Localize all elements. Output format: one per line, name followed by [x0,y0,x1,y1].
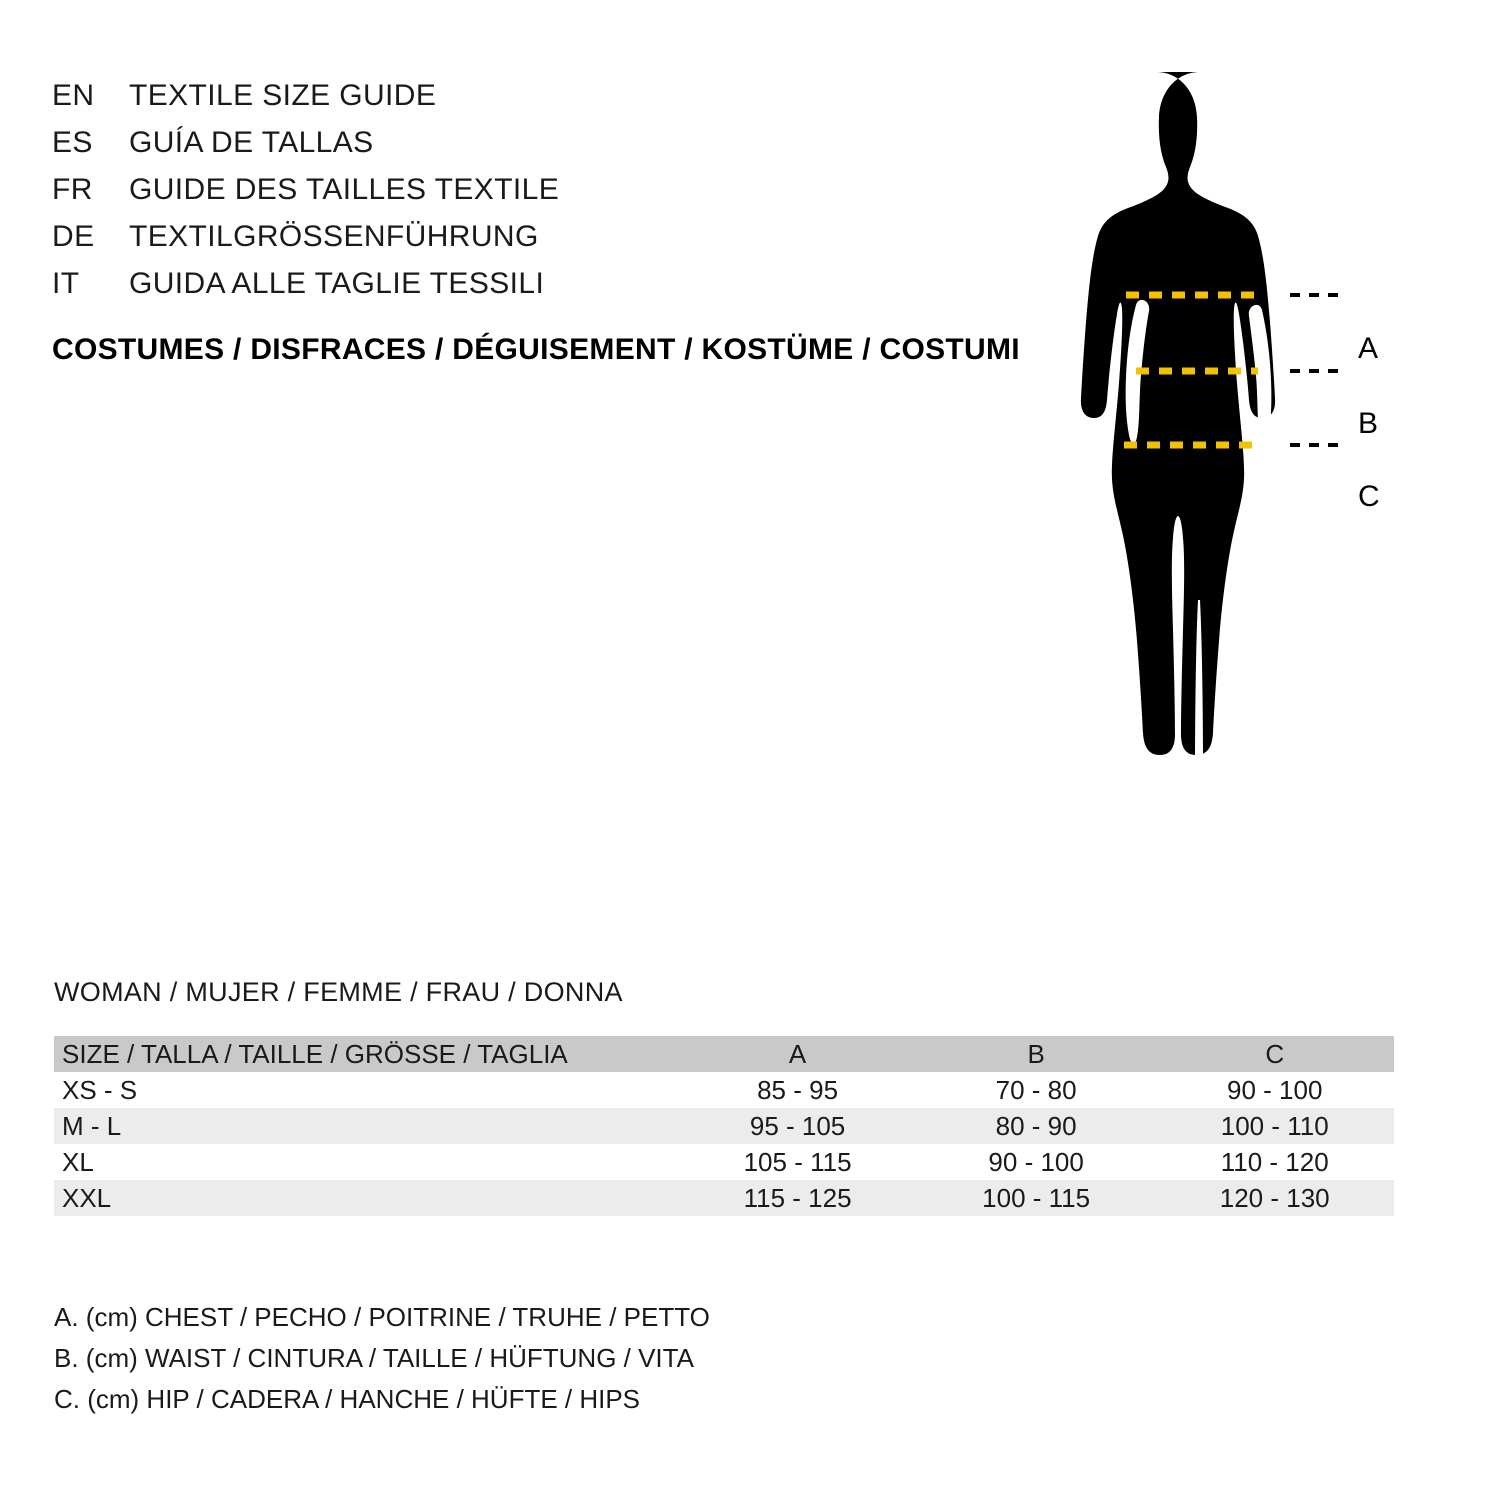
table-row [54,1108,1394,1144]
language-code: DE [52,220,95,253]
measurement-legend [54,1297,710,1420]
legend-line-c: C. (cm) HIP / CADERA / HANCHE / HÜFTE / HIPS [54,1384,641,1414]
column-header-c: C [1155,1036,1394,1072]
cell-size: XXL [54,1180,678,1216]
cell-hip: 100 - 110 [1155,1108,1394,1144]
language-title: GUIDE DES TAILLES TEXTILE [129,173,560,206]
table-header-row [54,1036,1394,1072]
marker-label-a: A [1358,332,1379,365]
table-row [54,1180,1394,1216]
size-table [54,1036,1394,1216]
column-header-a: A [678,1036,917,1072]
cell-size: M - L [54,1108,678,1144]
language-row [52,213,1032,260]
language-code: EN [52,79,95,112]
measurement-lines [1050,60,1470,940]
costumes-heading: COSTUMES / DISFRACES / DÉGUISEMENT / KOSTÜME / COSTUMI [52,333,1020,366]
language-code: FR [52,173,93,206]
cell-waist: 90 - 100 [917,1144,1156,1180]
language-title: TEXTILE SIZE GUIDE [129,79,437,112]
table-row [54,1144,1394,1180]
cell-hip: 120 - 130 [1155,1180,1394,1216]
language-title: GUIDA ALLE TAGLIE TESSILI [129,267,545,300]
cell-chest: 85 - 95 [678,1072,917,1108]
language-code: ES [52,126,93,159]
language-code: IT [52,267,80,300]
cell-chest: 115 - 125 [678,1180,917,1216]
marker-label-b: B [1358,407,1379,440]
language-row [52,260,1032,307]
cell-waist: 100 - 115 [917,1180,1156,1216]
language-row [52,119,1032,166]
cell-size: XS - S [54,1072,678,1108]
cell-size: XL [54,1144,678,1180]
language-row [52,72,1032,119]
marker-label-c: C [1358,480,1380,513]
cell-hip: 90 - 100 [1155,1072,1394,1108]
cell-chest: 95 - 105 [678,1108,917,1144]
language-row [52,166,1032,213]
table-title: WOMAN / MUJER / FEMME / FRAU / DONNA [54,977,623,1007]
cell-waist: 80 - 90 [917,1108,1156,1144]
woman-silhouette-figure [1050,60,1470,940]
language-title: TEXTILGRÖSSENFÜHRUNG [129,220,539,253]
legend-line-a: A. (cm) CHEST / PECHO / POITRINE / TRUHE / PETTO [54,1302,710,1332]
legend-line-b: B. (cm) WAIST / CINTURA / TAILLE / HÜFTUNG / VITA [54,1343,694,1373]
cell-waist: 70 - 80 [917,1072,1156,1108]
cell-hip: 110 - 120 [1155,1144,1394,1180]
table-row [54,1072,1394,1108]
language-title: GUÍA DE TALLAS [129,126,374,159]
cell-chest: 105 - 115 [678,1144,917,1180]
column-header-size: SIZE / TALLA / TAILLE / GRÖSSE / TAGLIA [54,1036,678,1072]
column-header-b: B [917,1036,1156,1072]
language-list [52,72,1032,307]
